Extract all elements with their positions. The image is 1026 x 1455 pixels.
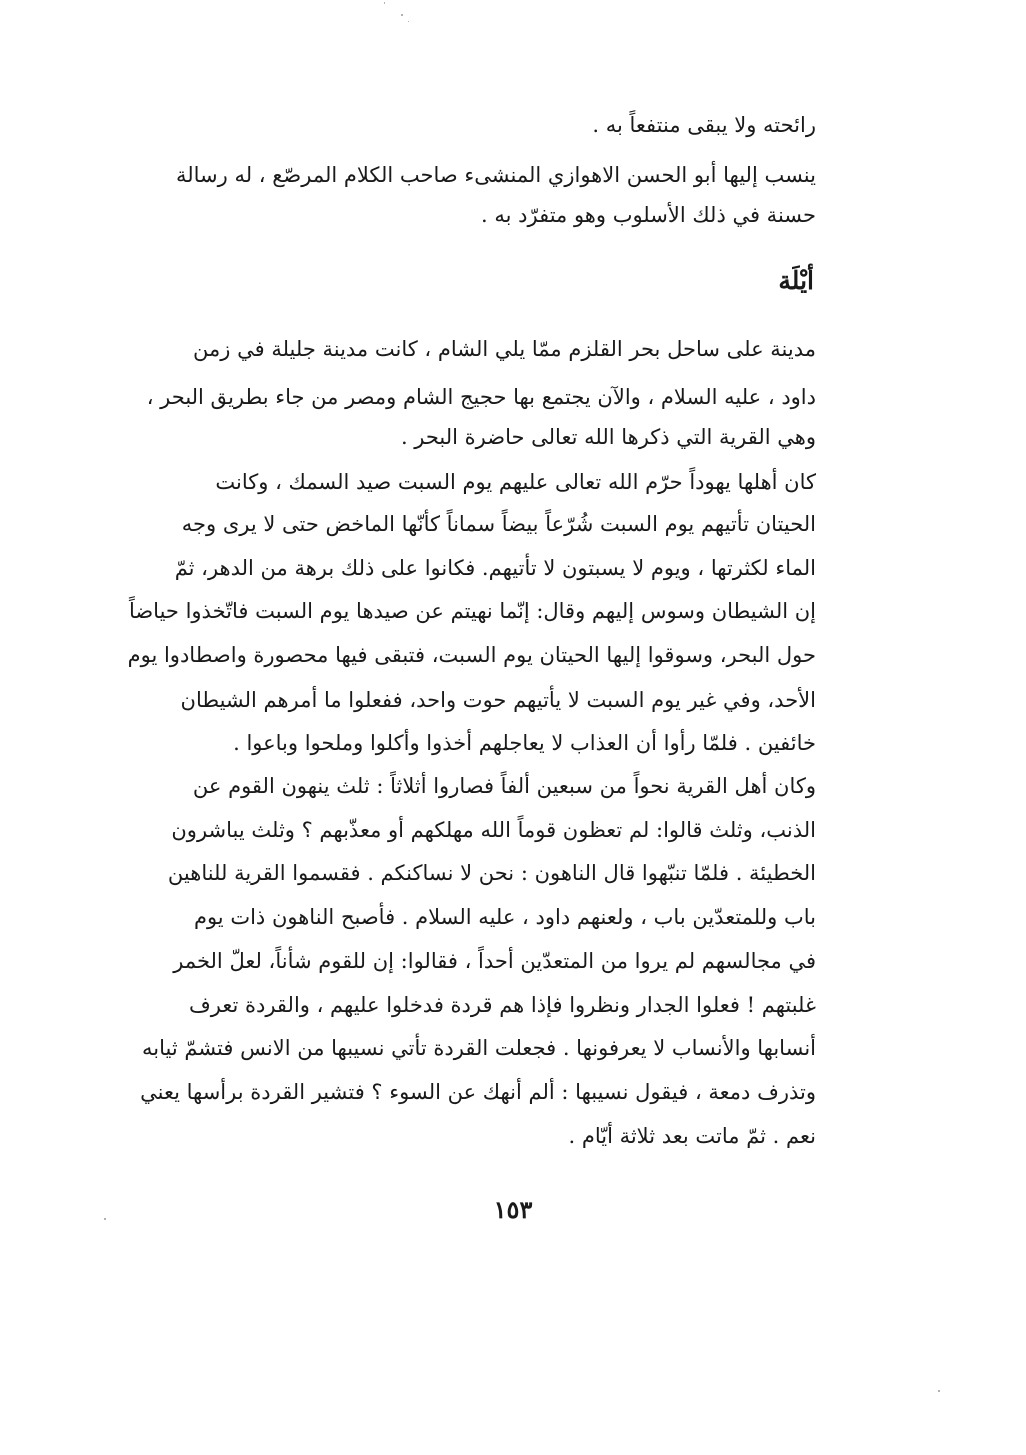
scan-speck [104, 1218, 106, 1220]
body-line: الماء لكثرتها ، ويوم لا يسبتون لا تأتيهم. فكانوا على ذلك برهة من الدهر، ثمّ [174, 556, 816, 580]
body-line: إن الشيطان وسوس إليهم وقال: إنّما نهيتم عن صيدها يوم السبت فاتّخذوا حياضاً [128, 599, 816, 623]
body-line: خائفين . فلمّا رأوا أن العذاب لا يعاجلهم أخذوا وأكلوا وملحوا وباعوا . [233, 731, 816, 755]
body-line: نعم . ثمّ ماتت بعد ثلاثة أيّام . [568, 1124, 816, 1148]
scan-speck [401, 14, 403, 16]
scan-speck [384, 2, 385, 4]
body-line: وتذرف دمعة ، فيقول نسيبها : ألم أنهك عن السوء ؟ فتشير القردة برأسها يعني [140, 1080, 816, 1104]
body-line: الخطيئة . فلمّا تنبّهوا قال الناهون : نحن لا نساكنكم . فقسموا القرية للناهين [167, 861, 816, 885]
scan-speck [408, 21, 409, 22]
body-line: الأحد، وفي غير يوم السبت لا يأتيهم حوت واحد، ففعلوا ما أمرهم الشيطان [180, 688, 816, 712]
body-line: أنسابها والأنساب لا يعرفونها . فجعلت القردة تأتي نسيبها من الانس فتشمّ ثيابه [141, 1036, 816, 1060]
body-line: في مجالسهم لم يروا من المتعدّين أحداً ، فقالوا: إن للقوم شأناً، لعلّ الخمر [173, 949, 816, 973]
page-number: ١٥٣ [493, 1195, 533, 1224]
intro-line: رائحته ولا يبقى منتفعاً به . [592, 113, 816, 137]
body-line: الذنب، وثلث قالوا: لم تعظون قوماً الله مهلكهم أو معذّبهم ؟ وثلث يباشرون [171, 818, 816, 842]
body-line: حول البحر، وسوقوا إليها الحيتان يوم السبت، فتبقى فيها محصورة واصطادوا يوم [127, 643, 816, 667]
body-line: وهي القرية التي ذكرها الله تعالى حاضرة البحر . [400, 425, 816, 449]
body-line: مدينة على ساحل بحر القلزم ممّا يلي الشام ، كانت مدينة جليلة في زمن [193, 337, 816, 361]
body-line: داود ، عليه السلام ، والآن يجتمع بها حجيج الشام ومصر من جاء بطريق البحر ، [146, 385, 816, 409]
intro-line: حسنة في ذلك الأسلوب وهو متفرّد به . [481, 203, 816, 227]
scan-speck [938, 1390, 940, 1392]
section-heading: أيْلَة [778, 266, 814, 295]
body-line: باب وللمتعدّين باب ، ولعنهم داود ، عليه السلام . فأصبح الناهون ذات يوم [193, 905, 816, 929]
body-line: الحيتان تأتيهم يوم السبت شُرّعاً بيضاً سماناً كأنّها الماخض حتى لا يرى وجه [181, 512, 816, 536]
body-line: وكان أهل القرية نحواً من سبعين ألفاً فصاروا أثلاثاً : ثلث ينهون القوم عن [192, 774, 816, 798]
body-line: غلبتهم ! فعلوا الجدار ونظروا فإذا هم قردة فدخلوا عليهم ، والقردة تعرف [188, 993, 816, 1017]
intro-line: ينسب إليها أبو الحسن الاهوازي المنشىء صاحب الكلام المرصّع ، له رسالة [175, 163, 816, 187]
body-line: كان أهلها يهوداً حرّم الله تعالى عليهم يوم السبت صيد السمك ، وكانت [215, 470, 816, 494]
